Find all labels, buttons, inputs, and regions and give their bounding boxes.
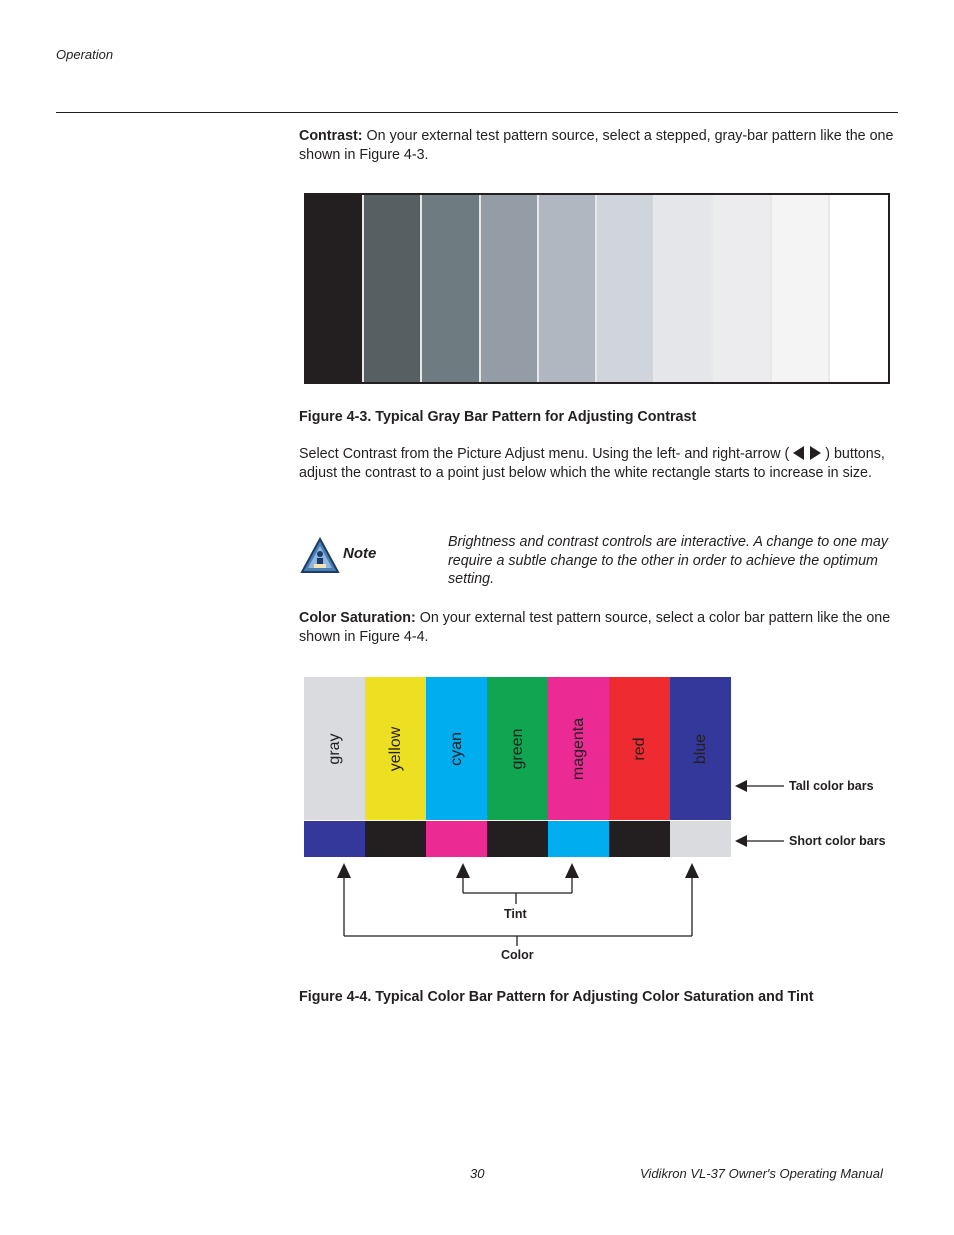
tall-color-bar-red bbox=[609, 677, 670, 820]
gray-bar bbox=[306, 195, 364, 382]
note-warning-icon bbox=[300, 537, 340, 574]
color-bar-label: blue bbox=[691, 733, 709, 764]
gray-bar bbox=[597, 195, 655, 382]
gray-bar bbox=[772, 195, 830, 382]
left-right-arrow-icon bbox=[793, 446, 821, 460]
color-bar-pattern bbox=[304, 677, 731, 857]
short-color-bar bbox=[609, 821, 670, 857]
gray-bar bbox=[655, 195, 713, 382]
short-color-bar bbox=[548, 821, 609, 857]
gray-bar bbox=[364, 195, 422, 382]
page-number: 30 bbox=[470, 1166, 485, 1181]
short-color-bar bbox=[487, 821, 548, 857]
tall-color-bar-gray bbox=[304, 677, 365, 820]
tall-color-bars-label: Tall color bars bbox=[789, 779, 874, 793]
gray-bar bbox=[830, 195, 888, 382]
note-text: Brightness and contrast controls are interactive. A change to one may require a subtle change to the other in order to achieve the optimum setting. bbox=[448, 534, 888, 588]
note-label: Note bbox=[343, 545, 377, 562]
color-label: Color bbox=[501, 948, 534, 962]
contrast-paragraph bbox=[299, 127, 897, 165]
tall-color-bar-cyan bbox=[426, 677, 487, 820]
tall-color-bar-blue bbox=[670, 677, 731, 820]
figure-4-4-caption: Figure 4-4. Typical Color Bar Pattern for Adjusting Color Saturation and Tint bbox=[299, 989, 814, 1005]
short-color-bar bbox=[426, 821, 487, 857]
gray-bar bbox=[539, 195, 597, 382]
tall-color-bar-magenta bbox=[548, 677, 609, 820]
tall-color-bars-row bbox=[304, 677, 731, 820]
tint-label: Tint bbox=[504, 907, 527, 921]
color-bar-label: gray bbox=[325, 732, 343, 765]
short-color-bars-row bbox=[304, 821, 731, 857]
tall-color-bar-green bbox=[487, 677, 548, 820]
color-saturation-paragraph bbox=[299, 609, 897, 647]
short-color-bar bbox=[304, 821, 365, 857]
short-color-bar bbox=[670, 821, 731, 857]
color-bar-label: cyan bbox=[447, 731, 465, 766]
gray-bar bbox=[481, 195, 539, 382]
instruction-part1: Select Contrast from the Picture Adjust menu. Using the left- and right-arrow ( bbox=[299, 446, 794, 462]
color-saturation-text: On your external test pattern source, select a color bar pattern like the one shown in Figure 4-4. bbox=[299, 610, 891, 645]
header-rule bbox=[56, 112, 898, 113]
contrast-label: Contrast: bbox=[299, 128, 363, 144]
gray-bar bbox=[713, 195, 771, 382]
tint-color-bracket-diagram bbox=[330, 860, 710, 950]
color-bar-label: green bbox=[508, 728, 526, 769]
color-bar-label: yellow bbox=[386, 726, 404, 771]
gray-bar bbox=[422, 195, 480, 382]
color-bar-callout-arrows bbox=[735, 777, 785, 849]
figure-4-3-caption: Figure 4-3. Typical Gray Bar Pattern for Adjusting Contrast bbox=[299, 409, 697, 425]
gray-bar-pattern bbox=[304, 193, 890, 384]
color-bar-label: red bbox=[630, 736, 648, 761]
color-saturation-label: Color Saturation: bbox=[299, 610, 416, 626]
manual-title: Vidikron VL-37 Owner's Operating Manual bbox=[640, 1166, 883, 1181]
tall-color-bar-yellow bbox=[365, 677, 426, 820]
instruction-paragraph bbox=[299, 445, 897, 483]
short-color-bars-label: Short color bars bbox=[789, 834, 886, 848]
running-header: Operation bbox=[56, 47, 114, 62]
instruction-part2: ) buttons, adjust the contrast to a point just below which the white rectangle starts to increase in size. bbox=[299, 446, 885, 481]
color-bar-label: magenta bbox=[569, 717, 587, 780]
short-color-bar bbox=[365, 821, 426, 857]
contrast-text: On your external test pattern source, select a stepped, gray-bar pattern like the one shown in Figure 4-3. bbox=[299, 128, 894, 163]
